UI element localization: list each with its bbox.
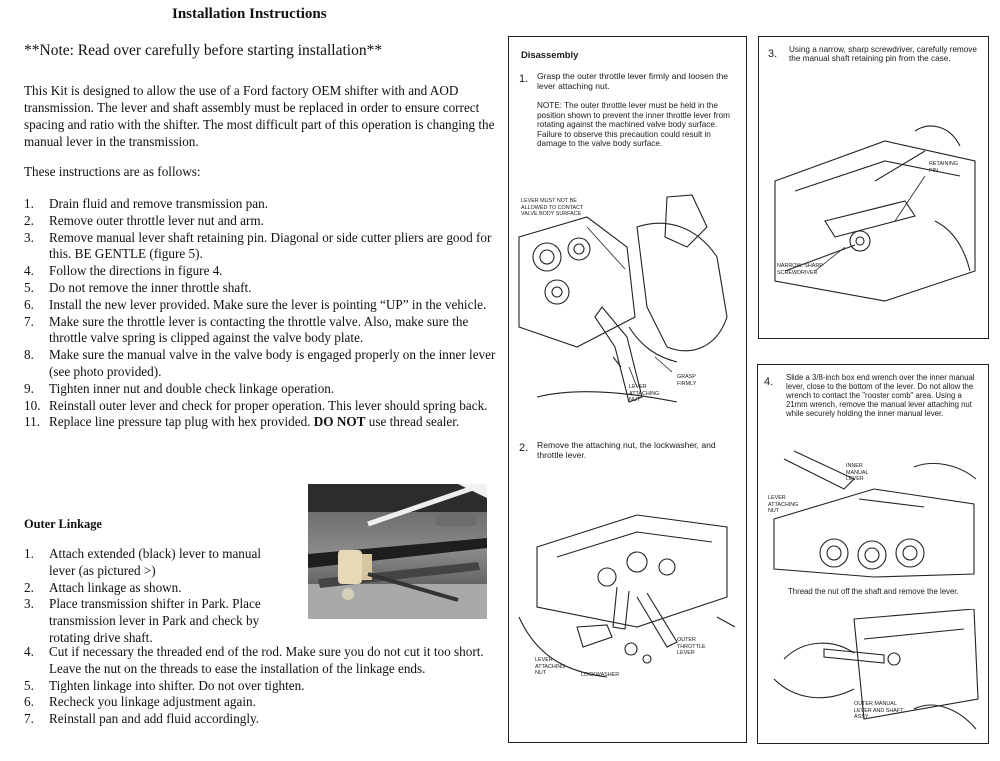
manual-lever-panel [757,364,989,744]
step-number: 7. [24,313,34,329]
step-number: 1. [24,546,34,561]
linkage-step [24,546,290,580]
step-number: 8. [24,347,34,363]
install-step [24,414,502,431]
installation-steps [24,196,502,431]
step-text: Attach extended (black) lever to manual lever (as pictured >) [49,546,262,578]
step-number: 7. [24,711,34,727]
install-step [24,196,502,213]
manual-lever-text: Slide a 3/8-inch box end wrench over the inner manual lever, close to the bottom of the lever. Do not allow the wrench to contact the "rooster comb" area. Using a 21mm wrench, remove the manual lever attaching nut while securely holding the inner manual lever. [786,373,975,418]
step-text: Replace line pressure tap plug with hex provided. [49,414,314,430]
step-text: Recheck you linkage adjustment again. [49,694,256,710]
step-number: 11. [24,414,40,430]
retaining-pin-illustration [765,121,981,321]
outer-linkage-steps-a [24,546,290,647]
linkage-photo-image [308,484,487,619]
step-number: 5. [24,677,34,693]
linkage-step [24,596,290,646]
retaining-pin-text: Using a narrow, sharp screwdriver, carefully remove the manual shaft retaining pin from the case. [789,45,977,64]
linkage-step [24,644,502,678]
install-step [24,347,502,381]
fig-label-lever-must-not: LEVER MUST NOT BE ALLOWED TO CONTACT VALVE BODY SURFACE [521,198,584,217]
fig-label-lockwasher: LOCKWASHER [581,672,620,678]
fig-label-lever-attaching-nut-2: LEVER ATTACHING NUT [535,657,566,676]
step-text: Tighten inner nut and double check linkage operation. [49,380,335,396]
disassembly-step-2: Remove the attaching nut, the lockwasher, and throttle lever. [537,440,716,460]
install-step [24,314,502,348]
linkage-photo [308,484,487,619]
install-step [24,297,502,314]
step-text: Remove manual lever shaft retaining pin. Diagonal or side cutter pliers are good for this. BE GENTLE (figure 5). [49,229,492,262]
fig-label-inner-manual-lever: INNER MANUAL LEVER [846,463,869,482]
step-number: 6. [24,694,34,710]
step-text: Drain fluid and remove transmission pan. [49,196,269,211]
step-number: 4. [24,263,34,279]
fig-label-outer-manual-assy: OUTER MANUAL LEVER AND SHAFT ASSY [854,701,904,720]
step-number: 4. [764,376,774,388]
linkage-step [24,580,290,597]
step-number: 3. [768,48,778,60]
linkage-step [24,711,502,728]
step-text: Do not remove the inner throttle shaft. [49,279,252,295]
fig-label-lever-attaching-nut-3: LEVER ATTACHING NUT [768,495,799,514]
fig-label-retaining-pin: RETAINING PIN [929,161,958,174]
step-number: 5. [24,279,34,295]
step-text-tail: use thread sealer. [365,414,460,430]
intro-paragraph: This Kit is designed to allow the use of a Ford factory OEM shifter with and AOD transmission. The lever and shaft assembly must be replaced in order to ensure correct spacing and ratio with the shifter. The most difficult part of this operation is changing the manual lever in the transmission. [24,83,495,149]
thread-nut-text: Thread the nut off the shaft and remove the lever. [788,587,959,596]
install-step [24,381,502,398]
do-not-emphasis: DO NOT [313,414,366,430]
step-text: Make sure the throttle lever is contacting the throttle valve. Also, make sure the throttle valve spring is clipped against the valve body plate. [49,313,469,346]
step-number: 3. [24,596,34,612]
step-text: Follow the directions in figure 4. [49,263,223,279]
install-step [24,280,502,297]
step-text: Remove outer throttle lever nut and arm. [49,212,264,228]
step-text: Place transmission shifter in Park. Place transmission lever in Park and check by rotating drive shaft. [49,596,261,645]
linkage-step [24,678,502,695]
step-text: Attach linkage as shown. [49,579,182,595]
disassembly-step-1: Grasp the outer throttle lever firmly and loosen the lever attaching nut. [537,71,729,91]
install-step [24,230,502,264]
step-text: Cut if necessary the threaded end of the rod. Make sure you do not cut it too short. Leave the nut on the threads to ease the installation of the linkage ends. [49,644,484,676]
step-number: 2. [24,579,34,595]
step-text: Install the new lever provided. Make sure the lever is pointing “UP” in the vehicle. [49,296,487,312]
step-text: Tighten linkage into shifter. Do not over tighten. [49,677,305,693]
disassembly-heading: Disassembly [521,49,579,60]
outer-linkage-heading: Outer Linkage [24,517,102,531]
step-number: 1. [24,196,34,211]
linkage-step [24,694,502,711]
step-text: Reinstall pan and add fluid accordingly. [49,711,260,727]
step-number: 2. [519,442,529,454]
disassembly-panel [508,36,747,743]
step-number: 4. [24,644,34,659]
step-number: 10. [24,397,41,413]
install-step [24,263,502,280]
step-text: Make sure the manual valve in the valve body is engaged properly on the inner lever (see photo provided). [49,347,496,379]
disassembly-note: NOTE: The outer throttle lever must be held in the position shown to prevent the inner throttle lever from rotating against the machined valve body surface. Failure to observe this precaution could result in damage to the valve body surface. [537,101,730,149]
fig-label-grasp: GRASP FIRMLY [677,374,697,387]
install-step [24,398,502,415]
fig-label-screwdriver: NARROW, SHARP SCREWDRIVER [777,263,823,276]
retaining-pin-panel [758,36,989,339]
step-number: 3. [24,229,34,245]
step-number: 9. [24,380,34,396]
instructions-lead: These instructions are as follows: [24,164,201,179]
fig-label-lever-attaching-nut: LEVER ATTACHING NUT [629,384,660,403]
fig-label-outer-throttle-lever: OUTER THROTTLE LEVER [677,637,706,656]
page-title: Installation Instructions [172,6,327,22]
step-number: 2. [24,212,34,228]
read-carefully-note: **Note: Read over carefully before starting installation** [24,42,383,59]
outer-linkage-steps-b [24,644,502,728]
step-text: Reinstall outer lever and check for proper operation. This lever should spring back. [49,397,488,413]
install-step [24,213,502,230]
step-number: 6. [24,296,34,312]
step-number: 1. [519,73,529,85]
